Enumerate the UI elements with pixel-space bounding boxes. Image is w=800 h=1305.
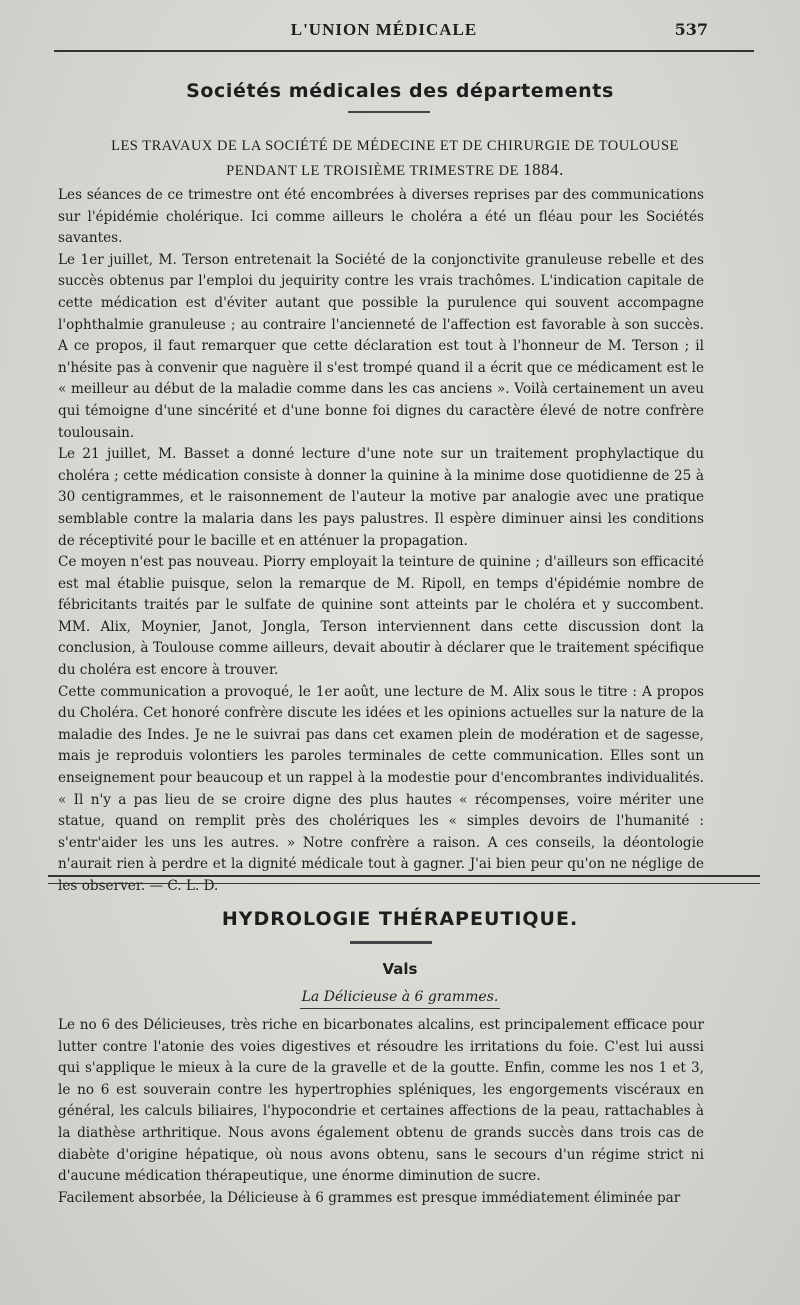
- heading-line-2: [60, 158, 730, 183]
- section-title-societes: Sociétés médicales des départements: [186, 80, 614, 102]
- heading-year: 1884.: [523, 160, 564, 179]
- section-title-hydrologie: HYDROLOGIE THÉRAPEUTIQUE.: [221, 908, 579, 930]
- paragraph: Les séances de ce trimestre ont été encombrées à diverses reprises par des communications sur l'épidémie cholérique. Ici comme ailleurs le choléra a été un fléau pour les Sociétés savantes.: [58, 187, 704, 247]
- paragraph: Le 1er juillet, M. Terson entretenait la Société de la conjonctivite granuleuse rebelle et des succès obtenus par l'emploi du jequirity contre les vrais trachômes. L'indication capitale de cette médication est d'éviter autant que possible la purulence qui souvent accompagne l'ophthalmie granuleuse ; au contraire l'ancienneté de l'affection est favorable à son succès. A ce propos, il faut remarquer que cette déclaration est tout à l'honneur de M. Terson ; il n'hésite pas à convenir que naguère il s'est trompé quand il a écrit que ce médicament est le « meilleur au début de la maladie comme dans les cas anciens ». Voilà certainement un aveu qui témoigne d'une sincérité et d'une bonne foi dignes du caractère élevé de notre confrère toulousain.: [58, 251, 704, 441]
- section2-body: [58, 1015, 704, 1209]
- title-rule: [348, 111, 430, 113]
- journal-title: L'UNION MÉDICALE: [290, 20, 478, 39]
- subtitle-vals: Vals: [382, 960, 418, 978]
- section-divider: [48, 875, 760, 884]
- page-number: 537: [674, 20, 708, 39]
- subtitle-delicieuse: La Délicieuse à 6 grammes.: [301, 989, 499, 1005]
- section1-body: [58, 185, 704, 898]
- article-heading: [60, 134, 730, 183]
- paragraph: Ce moyen n'est pas nouveau. Piorry employait la teinture de quinine ; d'ailleurs son efficacité est mal établie puisque, selon la remarque de M. Ripoll, en temps d'épidémie nombre de fébricitants traités par le sulfate de quinine sont atteints par le choléra et y succombent. MM. Alix, Moynier, Janot, Jongla, Terson interviennent dans cette discussion dont la conclusion, à Toulouse comme ailleurs, devait aboutir à déclarer que le traitement spécifique du choléra est encore à trouver.: [58, 554, 704, 679]
- header-rule: [54, 50, 754, 52]
- paragraph: Le no 6 des Délicieuses, très riche en bicarbonates alcalins, est principalement efficace pour lutter contre l'atonie des voies digestives et résoudre les irritations du foie. C'est lui aussi qui s'applique le mieux à la cure de la gravelle et de la goutte. Enfin, comme les nos 1 et 3, le no 6 est souverain contre les hypertrophies spléniques, les engorgements viscéraux en général, les calculs biliaires, l'hypocondrie et certaines affections de la peau, rattachables à la diathèse arthritique. Nous avons également obtenu de grands succès dans trois cas de diabète d'origine hépatique, où nous avons obtenu, sans le secours d'un régime strict ni d'aucune médication thérapeutique, une énorme diminution de sucre.: [58, 1017, 704, 1185]
- paragraph: Cette communication a provoqué, le 1er août, une lecture de M. Alix sous le titre : A propos du Choléra. Cet honoré confrère discute les idées et les opinions actuelles sur la nature de la maladie des Indes. Je ne le suivrai pas dans cet examen plein de modération et de sagesse, mais je reproduis volontiers les paroles terminales de cette communication. Elles sont un enseignement pour beaucoup et un rappel à la modestie pour d'encombrantes individualités. « Il n'y a pas lieu de se croire digne des plus hautes « récompenses, voire mériter une statue, quand on remplit près des cholériques les « simples devoirs de l'humanité : s'entr'aider les uns les autres. » Notre confrère a raison. A ces conseils, la déontologie n'aurait rien à perdre et la dignité médicale tout à gagner. J'ai bien peur qu'on ne néglige de les observer. — C. L. D.: [58, 683, 704, 894]
- paragraph: Le 21 juillet, M. Basset a donné lecture d'une note sur un traitement prophylactique du choléra ; cette médication consiste à donner la quinine à la minime dose quotidienne de 25 à 30 centigrammes, et le raisonnement de l'auteur la motive par analogie avec une pratique semblable contre la malaria dans les pays palustres. Il espère diminuer ainsi les conditions de réceptivité pour le bacille et en atténuer la propagation.: [58, 446, 704, 549]
- running-header: [60, 20, 708, 42]
- subtitle-underline: [300, 1008, 500, 1009]
- paragraph: Facilement absorbée, la Délicieuse à 6 grammes est presque immédiatement éliminée par: [58, 1189, 681, 1206]
- heading-line-2-text: PENDANT LE TROISIÈME TRIMESTRE DE: [226, 163, 524, 179]
- hydro-title-rule: [350, 941, 432, 944]
- heading-line-1: LES TRAVAUX DE LA SOCIÉTÉ DE MÉDECINE ET DE CHIRURGIE DE TOULOUSE: [111, 138, 679, 154]
